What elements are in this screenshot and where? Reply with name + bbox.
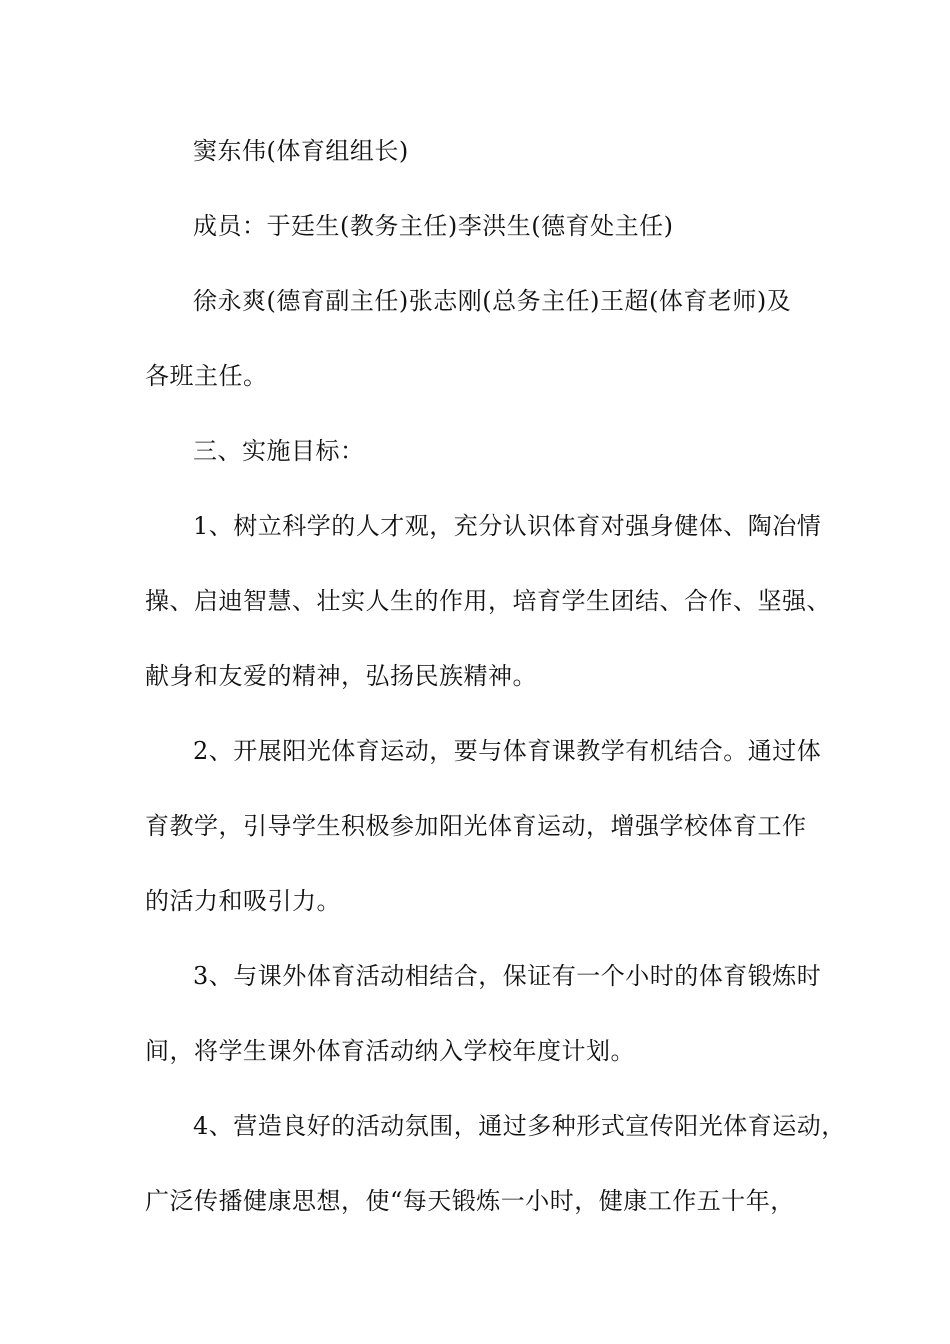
- paragraph-3-line-2: 间，将学生课外体育活动纳入学校年度计划。: [145, 1037, 635, 1065]
- paragraph-3-line-1: 3、与课外体育活动相结合，保证有一个小时的体育锻炼时: [193, 962, 822, 990]
- paragraph-2-line-1: 2、开展阳光体育运动，要与体育课教学有机结合。通过体: [193, 737, 822, 765]
- paragraph-1-line-1: 1、树立科学的人才观，充分认识体育对强身健体、陶冶情: [193, 512, 822, 540]
- section-heading: 三、实施目标：: [193, 437, 365, 465]
- paragraph-1-line-2: 操、启迪智慧、壮实人生的作用，培育学生团结、合作、坚强、: [145, 587, 831, 615]
- paragraph-2-line-2: 育教学，引导学生积极参加阳光体育运动，增强学校体育工作: [145, 812, 807, 840]
- leader-line: 窦东伟(体育组组长): [193, 137, 409, 165]
- paragraph-1-line-3: 献身和友爱的精神，弘扬民族精神。: [145, 662, 537, 690]
- paragraph-2-line-3: 的活力和吸引力。: [145, 887, 341, 915]
- paragraph-4-line-2: 广泛传播健康思想，使“每天锻炼一小时，健康工作五十年，: [145, 1187, 795, 1215]
- members-continued-line: 徐永爽(德育副主任)张志刚(总务主任)王超(体育老师)及: [193, 287, 792, 315]
- members-line: 成员：于廷生(教务主任)李洪生(德育处主任): [193, 212, 674, 240]
- paragraph-4-line-1: 4、营造良好的活动氛围，通过多种形式宣传阳光体育运动，: [193, 1112, 846, 1140]
- members-end-line: 各班主任。: [145, 362, 268, 390]
